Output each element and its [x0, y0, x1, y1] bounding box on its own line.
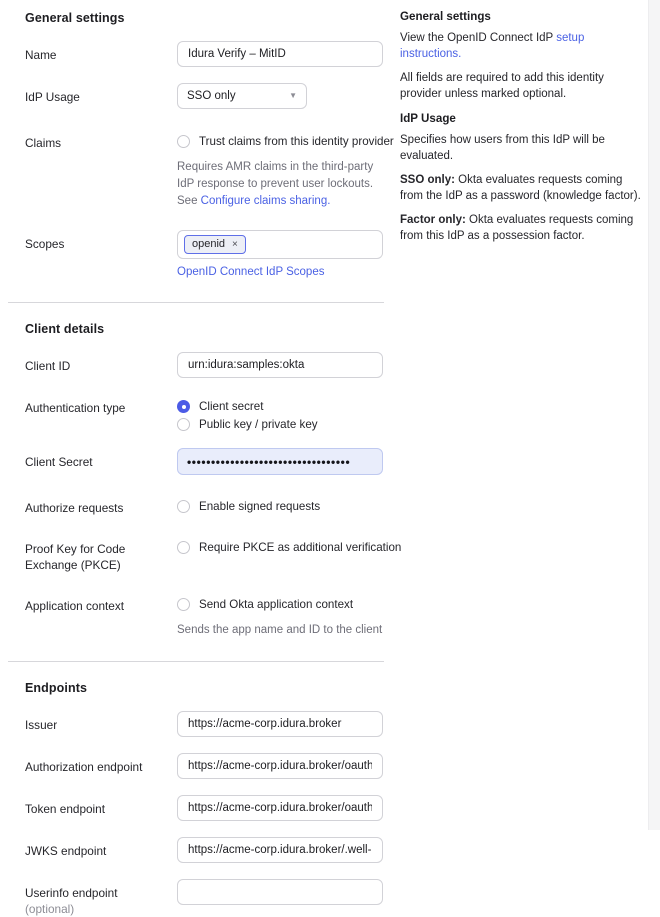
authorization-endpoint-input[interactable] [177, 753, 383, 779]
name-input[interactable] [177, 41, 383, 67]
field-row-jwks-endpoint [25, 837, 400, 863]
setup-instructions-link[interactable]: setup instructions. [400, 32, 585, 60]
section-general-settings [0, 0, 400, 280]
authorization-endpoint-label: Authorization endpoint [25, 760, 143, 774]
field-row-app-context [25, 592, 400, 639]
signed-requests-checkbox-label: Enable signed requests [199, 500, 321, 513]
claims-helper-text [177, 159, 385, 210]
scrollbar[interactable] [648, 0, 660, 830]
auth-type-label: Authentication type [25, 401, 126, 415]
section-client-details [0, 303, 400, 639]
configure-claims-sharing-link[interactable]: Configure claims sharing. [200, 195, 331, 207]
field-row-client-id [25, 352, 400, 378]
name-label: Name [25, 48, 57, 62]
public-key-radio[interactable] [177, 418, 190, 431]
userinfo-endpoint-label-text: Userinfo endpoint [25, 886, 118, 900]
help-factor-only-text: Okta evaluates requests coming from this IdP as a possession factor. [400, 214, 634, 242]
scopes-input[interactable] [177, 230, 383, 259]
client-secret-label: Client Secret [25, 455, 93, 469]
app-context-label: Application context [25, 599, 125, 613]
jwks-endpoint-label: JWKS endpoint [25, 844, 107, 858]
app-context-helper-text: Sends the app name and ID to the client [177, 624, 383, 636]
authorize-requests-label: Authorize requests [25, 501, 124, 515]
field-row-token-endpoint [25, 795, 400, 821]
help-sso-only-term: SSO only: [400, 174, 455, 186]
token-endpoint-label: Token endpoint [25, 802, 106, 816]
field-row-claims [25, 129, 400, 210]
remove-scope-icon[interactable]: × [232, 239, 238, 250]
openid-connect-scopes-link[interactable]: OpenID Connect IdP Scopes [177, 266, 325, 278]
help-sso-only-paragraph [400, 173, 646, 204]
pkce-checkbox-label: Require PKCE as additional verification [199, 541, 402, 554]
issuer-label: Issuer [25, 718, 58, 732]
idp-usage-label: IdP Usage [25, 90, 80, 104]
token-endpoint-input[interactable] [177, 795, 383, 821]
client-secret-masked-field[interactable]: •••••••••••••••••••••••••••••••••• [177, 448, 383, 475]
help-sidebar [400, 10, 646, 244]
help-idp-usage-title: IdP Usage [400, 112, 456, 125]
section-title-client: Client details [25, 322, 105, 336]
app-context-checkbox[interactable] [177, 598, 190, 611]
claims-helper-body: Requires AMR claims in the third-party IdP response to prevent user lockouts. See [177, 161, 374, 207]
scopes-label: Scopes [25, 237, 65, 251]
field-row-authorization-endpoint [25, 753, 400, 779]
claims-label: Claims [25, 136, 62, 150]
field-row-userinfo-endpoint [25, 879, 400, 917]
pkce-label: Proof Key for Code Exchange (PKCE) [25, 542, 126, 572]
field-row-client-secret [25, 448, 400, 475]
chevron-down-icon: ▼ [289, 91, 297, 100]
client-secret-radio-label: Client secret [199, 400, 264, 413]
section-title-endpoints: Endpoints [25, 681, 88, 695]
pkce-option[interactable] [177, 535, 402, 555]
idp-usage-select[interactable] [177, 83, 307, 109]
help-setup-paragraph [400, 31, 646, 62]
pkce-checkbox[interactable] [177, 541, 190, 554]
scope-tag-openid [184, 235, 246, 254]
help-factor-only-paragraph [400, 213, 646, 244]
scope-tag-label: openid [192, 238, 226, 250]
field-row-scopes [25, 230, 400, 280]
help-setup-text: View the OpenID Connect IdP [400, 32, 557, 44]
userinfo-endpoint-label [25, 879, 177, 917]
field-row-auth-type [25, 394, 400, 432]
signed-requests-checkbox[interactable] [177, 500, 190, 513]
client-id-input[interactable] [177, 352, 383, 378]
auth-type-option-public-key[interactable] [177, 414, 383, 432]
help-sso-only-text: Okta evaluates requests coming from the IdP as a password (knowledge factor). [400, 174, 641, 202]
field-row-name [25, 41, 400, 67]
section-title-general: General settings [25, 11, 125, 25]
trust-claims-checkbox-label: Trust claims from this identity provider [199, 135, 394, 148]
client-secret-radio[interactable] [177, 400, 190, 413]
field-row-issuer [25, 711, 400, 737]
field-row-pkce [25, 535, 400, 573]
userinfo-endpoint-input[interactable] [177, 879, 383, 905]
trust-claims-option[interactable] [177, 129, 394, 149]
public-key-radio-label: Public key / private key [199, 418, 318, 431]
help-idp-usage-text: Specifies how users from this IdP will be evaluated. [400, 134, 605, 162]
field-row-idp-usage [25, 83, 400, 109]
section-endpoints [0, 662, 400, 917]
trust-claims-checkbox[interactable] [177, 135, 190, 148]
auth-type-option-client-secret[interactable] [177, 394, 383, 414]
app-context-option[interactable] [177, 592, 383, 612]
field-row-authorize-requests [25, 494, 400, 516]
signed-requests-option[interactable] [177, 494, 383, 514]
app-context-checkbox-label: Send Okta application context [199, 598, 354, 611]
help-general-title: General settings [400, 10, 491, 23]
issuer-input[interactable] [177, 711, 383, 737]
client-id-label: Client ID [25, 359, 71, 373]
help-factor-only-term: Factor only: [400, 214, 466, 226]
help-required-text: All fields are required to add this identity provider unless marked optional. [400, 72, 604, 100]
idp-usage-selected-value: SSO only [187, 90, 236, 102]
jwks-endpoint-input[interactable] [177, 837, 383, 863]
userinfo-optional-hint: (optional) [25, 902, 75, 916]
